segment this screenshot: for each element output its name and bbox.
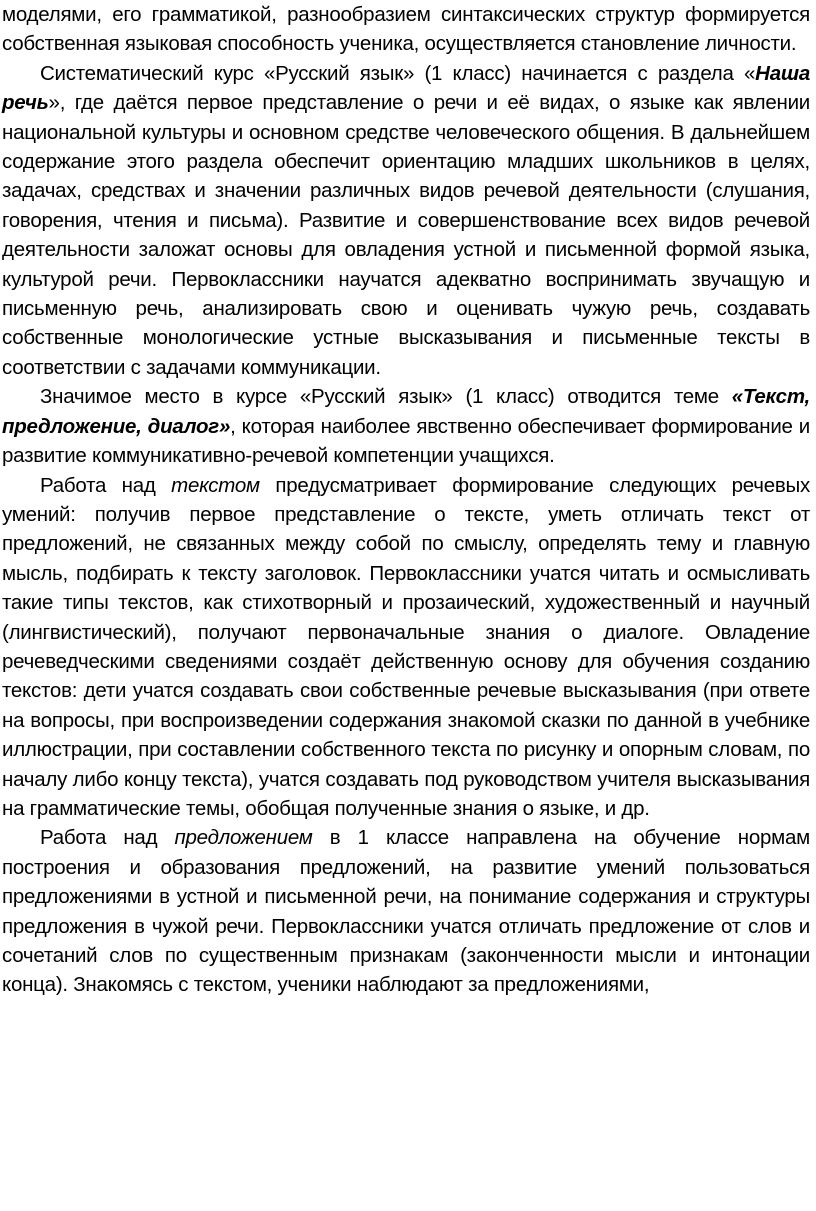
term-emphasis: предложением — [174, 826, 313, 850]
text-run: Работа над — [40, 826, 175, 850]
text-run: , которая наиболее явственно обеспечивает формирование и развитие коммуникативно-речевой компетенции учащихся. — [2, 414, 810, 468]
topic-name-emphasis: «Текст, предложение, диалог» — [2, 385, 810, 438]
document-page — [2, 0, 810, 1000]
term-emphasis: текстом — [171, 473, 260, 497]
text-run: Значимое место в курсе «Русский язык» (1 класс) отводится теме — [40, 385, 732, 409]
paragraph-continuation — [2, 0, 810, 59]
paragraph-text-work — [2, 471, 810, 824]
section-name-emphasis: Наша речь — [2, 61, 810, 115]
paragraph-nasha-rech — [2, 59, 810, 382]
paragraph-sentence-work — [2, 823, 810, 999]
text-run: Работа над — [40, 473, 172, 497]
paragraph-tekst-topic — [2, 382, 810, 470]
text-run: моделями, его грамматикой, разнообразием синтаксических структур формируется собственная языковая способность ученика, осуществляется становление личности. — [2, 3, 810, 56]
text-run: в 1 классе направлена на обучение нормам построения и образования предложений, на развитие умений пользоваться предложениями в устной и письменной речи, на понимание содержания и структуры предложения в чужой речи. Первоклассники учатся отличать предложение от слов и сочетаний слов по существенным признакам (законченности мысли и интонации конца). Знакомясь с текстом, ученики наблюдают за предложениями, — [2, 826, 810, 997]
text-run: Систематический курс «Русский язык» (1 класс) начинается с раздела « — [40, 61, 756, 85]
text-run: предусматривает формирование следующих речевых умений: получив первое представление о тексте, уметь отличать текст от предложений, не связанных между собой по смыслу, определять тему и главную мысль, подбирать к тексту заголовок. Первоклассники учатся читать и осмысливать такие типы текстов, как стихотворный и прозаический, художественный и научный (лингвистический), получают первоначальные знания о диалоге. Овладение речеведческими сведениями создаёт действенную основу для обучения созданию текстов: дети учатся создавать свои собственные речевые высказывания (при ответе на вопросы, при воспроизведении содержания знакомой сказки по данной в учебнике иллюстрации, при составлении собственного текста по рисунку и опорным словам, по началу либо концу текста), учатся создавать под руководством учителя высказывания на грамматические темы, обобщая полученные знания о языке, и др. — [2, 473, 810, 820]
text-run: », где даётся первое представление о речи и её видах, о языке как явлении национальной культуры и основном средстве человеческого общения. В дальнейшем содержание этого раздела обеспечит ориентацию младших школьников в целях, задачах, средствах и значении различных видов речевой деятельности (слушания, говорения, чтения и письма). Развитие и совершенствование всех видов речевой деятельности заложат основы для овладения устной и письменной формой языка, культурой речи. Первоклассники научатся адекватно воспринимать звучащую и письменную речь, анализировать свою и оценивать чужую речь, создавать собственные монологические устные высказывания и письменные тексты в соответствии с задачами коммуникации. — [2, 91, 810, 379]
